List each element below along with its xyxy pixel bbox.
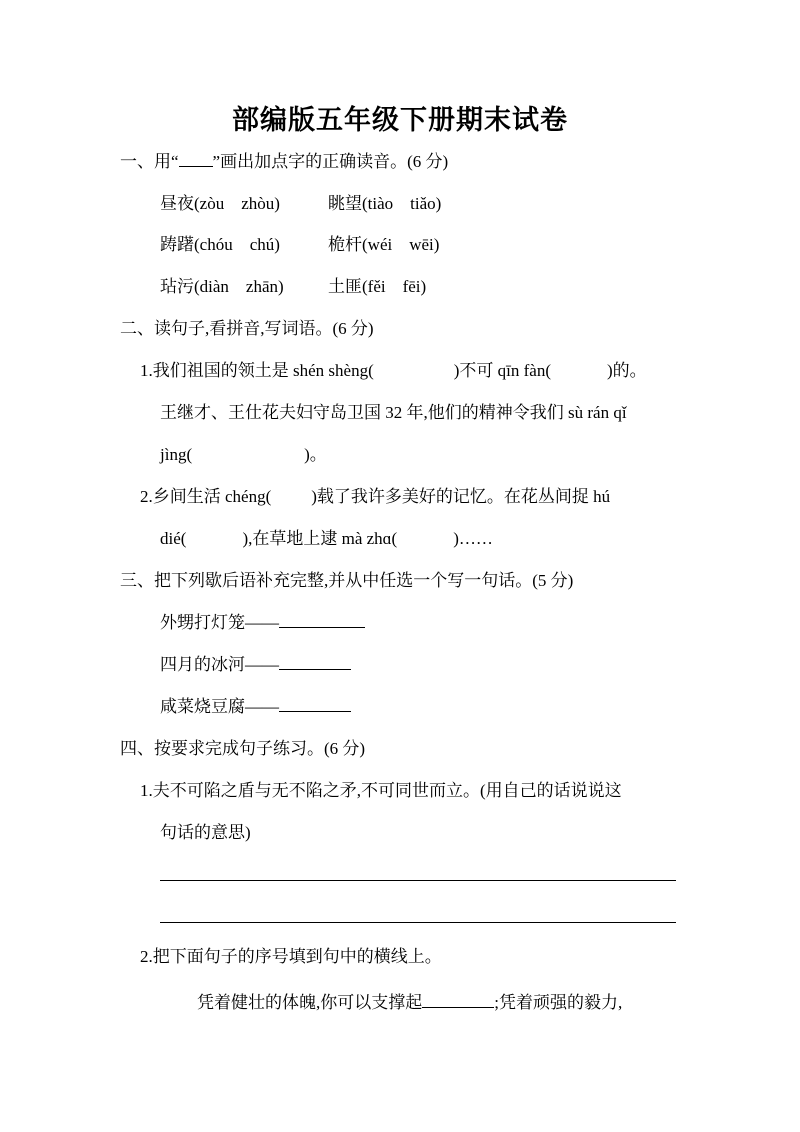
answer-blank[interactable] bbox=[279, 695, 351, 712]
xiehouyu-item: 四月的冰河—— bbox=[160, 653, 351, 677]
s2-q1-line-1: 1.我们祖国的领土是 shén shèng( )不可 qīn fàn( )的。 bbox=[140, 361, 647, 380]
page-title: 部编版五年级下册期末试卷 bbox=[232, 105, 568, 136]
xiehouyu-item: 咸菜烧豆腐—— bbox=[160, 695, 351, 719]
underline-sample bbox=[179, 150, 213, 167]
answer-writing-line[interactable] bbox=[160, 880, 676, 881]
answer-blank[interactable] bbox=[422, 991, 494, 1008]
answer-blank[interactable] bbox=[279, 611, 365, 628]
s4-q1-line-1: 1.夫不可陷之盾与无不陷之矛,不可同世而立。(用自己的话说说这 bbox=[140, 781, 622, 800]
pinyin-choice-item[interactable]: 眺望(tiào tiǎo) bbox=[328, 194, 442, 213]
s4-q1-line-2: 句话的意思) bbox=[160, 823, 251, 842]
section-2-heading: 二、读句子,看拼音,写词语。(6 分) bbox=[120, 319, 374, 338]
s2-q2-line-1: 2.乡间生活 chéng( )载了我许多美好的记忆。在花丛间捉 hú bbox=[140, 487, 611, 506]
s2-q1-line-2: 王继才、王仕花夫妇守岛卫国 32 年,他们的精神令我们 sù rán qǐ bbox=[160, 403, 627, 422]
pinyin-choice-item[interactable]: 昼夜(zòu zhòu) bbox=[160, 194, 280, 213]
s4-q2-heading: 2.把下面句子的序号填到句中的横线上。 bbox=[140, 947, 442, 966]
pinyin-choice-item[interactable]: 踌躇(chóu chú) bbox=[160, 235, 280, 254]
answer-blank[interactable] bbox=[279, 653, 351, 670]
section-1-heading: 一、用“ ”画出加点字的正确读音。(6 分) bbox=[120, 152, 449, 171]
section-3-heading: 三、把下列歇后语补充完整,并从中任选一个写一句话。(5 分) bbox=[120, 571, 574, 590]
xiehouyu-item: 外甥打灯笼—— bbox=[160, 611, 365, 635]
section-4-heading: 四、按要求完成句子练习。(6 分) bbox=[120, 739, 366, 758]
pinyin-choice-item[interactable]: 桅杆(wéi wēi) bbox=[328, 235, 440, 254]
pinyin-choice-item[interactable]: 玷污(diàn zhān) bbox=[160, 277, 284, 296]
answer-writing-line[interactable] bbox=[160, 922, 676, 923]
s2-q2-line-2: dié( ),在草地上逮 mà zhɑ( )…… bbox=[160, 529, 493, 548]
s2-q1-line-3: jìng( )。 bbox=[160, 445, 327, 464]
s4-q2-text: 凭着健壮的体魄,你可以支撑起 ;凭着顽强的毅力, bbox=[197, 993, 623, 1012]
pinyin-choice-item[interactable]: 土匪(fěi fēi) bbox=[328, 277, 427, 296]
